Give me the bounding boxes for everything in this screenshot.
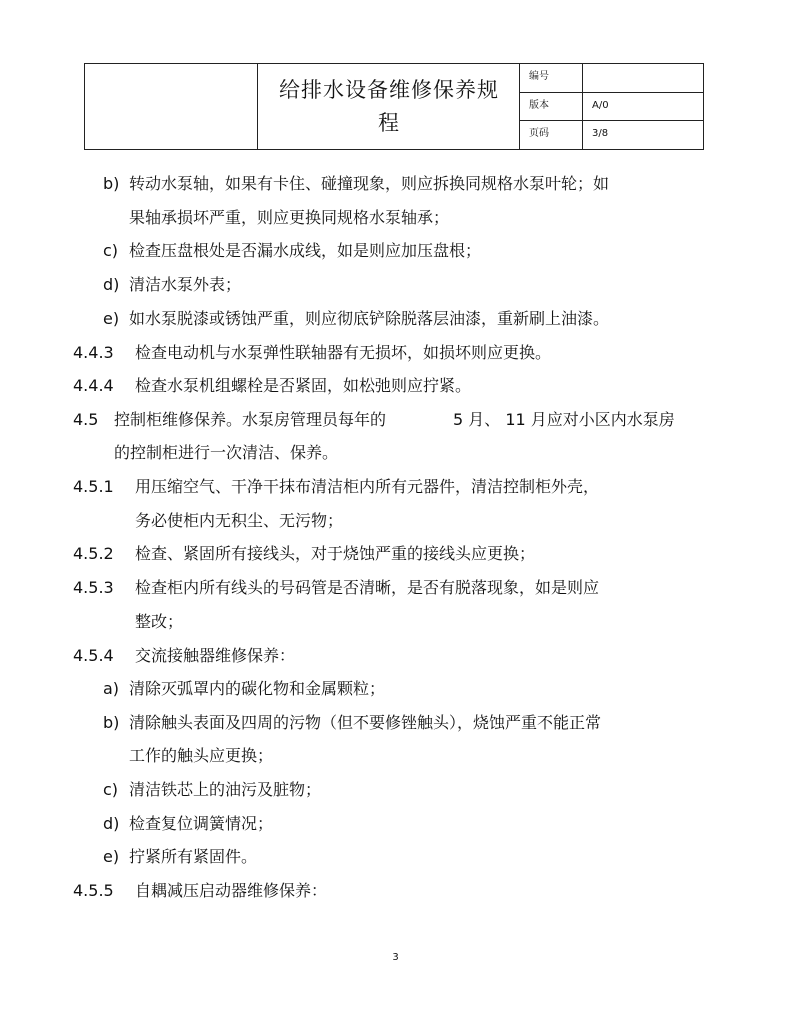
section-text: 交流接触器维修保养：: [135, 646, 296, 665]
section-number: 4.5.5: [73, 881, 114, 900]
section-text: 整改；: [135, 612, 184, 631]
item-number: c): [103, 241, 119, 260]
item-text: 果轴承损坏严重，则应更换同规格水泵轴承；: [129, 208, 450, 227]
section-text: 用压缩空气、干净干抹布清洁柜内所有元器件，清洁控制柜外壳，: [135, 477, 600, 496]
section-number: 4.5.2: [73, 544, 114, 563]
section-text: 检查柜内所有线头的号码管是否清晰，是否有脱落现象，如是则应: [135, 578, 600, 597]
section-number: 4.4.4: [73, 376, 114, 395]
item-number: b): [103, 174, 120, 193]
header-row-divider: [519, 92, 703, 93]
item-number: d): [103, 814, 120, 833]
item-text: 检查复位调簧情况；: [129, 814, 274, 833]
section-text: 控制柜维修保养。水泵房管理员每年的: [114, 410, 387, 429]
header-divider: [582, 64, 583, 149]
item-number: b): [103, 713, 120, 732]
item-text: 检查压盘根处是否漏水成线，如是则应加压盘根；: [129, 241, 482, 260]
item-text: 清洁铁芯上的油污及脏物；: [129, 780, 322, 799]
version-value: A/0: [592, 100, 609, 111]
document-header-table: [84, 63, 704, 150]
item-number: c): [103, 780, 119, 799]
item-text: 转动水泵轴，如果有卡住、碰撞现象，则应拆换同规格水泵叶轮；如: [129, 174, 610, 193]
title-line-1: 给排水设备维修保养规: [279, 78, 499, 102]
item-text: 拧紧所有紧固件。: [129, 847, 258, 866]
item-number: e): [103, 309, 120, 328]
item-text: 清除触头表面及四周的污物（但不要修锉触头），烧蚀严重不能正常: [129, 713, 602, 732]
item-number: d): [103, 275, 120, 294]
header-row-divider: [519, 120, 703, 121]
item-number: e): [103, 847, 120, 866]
page-value: 3/8: [592, 128, 609, 139]
doc-number-label: 编号: [529, 71, 549, 82]
section-number: 4.4.3: [73, 343, 114, 362]
section-text: 务必使柜内无积尘、无污物；: [135, 511, 344, 530]
section-number: 4.5.4: [73, 646, 114, 665]
version-label: 版本: [529, 100, 549, 111]
section-number: 4.5.1: [73, 477, 114, 496]
section-text: 检查电动机与水泵弹性联轴器有无损坏，如损坏则应更换。: [135, 343, 552, 362]
item-text: 如水泵脱漆或锈蚀严重，则应彻底铲除脱落层油漆，重新刷上油漆。: [129, 309, 610, 328]
item-text: 清洁水泵外表；: [129, 275, 242, 294]
section-text: 检查水泵机组螺栓是否紧固，如松弛则应拧紧。: [135, 376, 472, 395]
title-line-2: 程: [378, 111, 400, 135]
section-number: 4.5: [73, 410, 99, 429]
section-number: 4.5.3: [73, 578, 114, 597]
document-title: [257, 74, 521, 140]
item-text: 清除灭弧罩内的碳化物和金属颗粒；: [129, 679, 386, 698]
page-label: 页码: [529, 128, 549, 139]
page-number: 3: [392, 952, 399, 963]
section-text: 的控制柜进行一次清洁、保养。: [114, 443, 339, 462]
item-text: 工作的触头应更换；: [129, 746, 274, 765]
section-text-continued: 5 月、 11 月应对小区内水泵房: [453, 410, 675, 429]
section-text: 检查、紧固所有接线头，对于烧蚀严重的接线头应更换；: [135, 544, 536, 563]
section-text: 自耦减压启动器维修保养：: [135, 881, 328, 900]
item-number: a): [103, 679, 120, 698]
